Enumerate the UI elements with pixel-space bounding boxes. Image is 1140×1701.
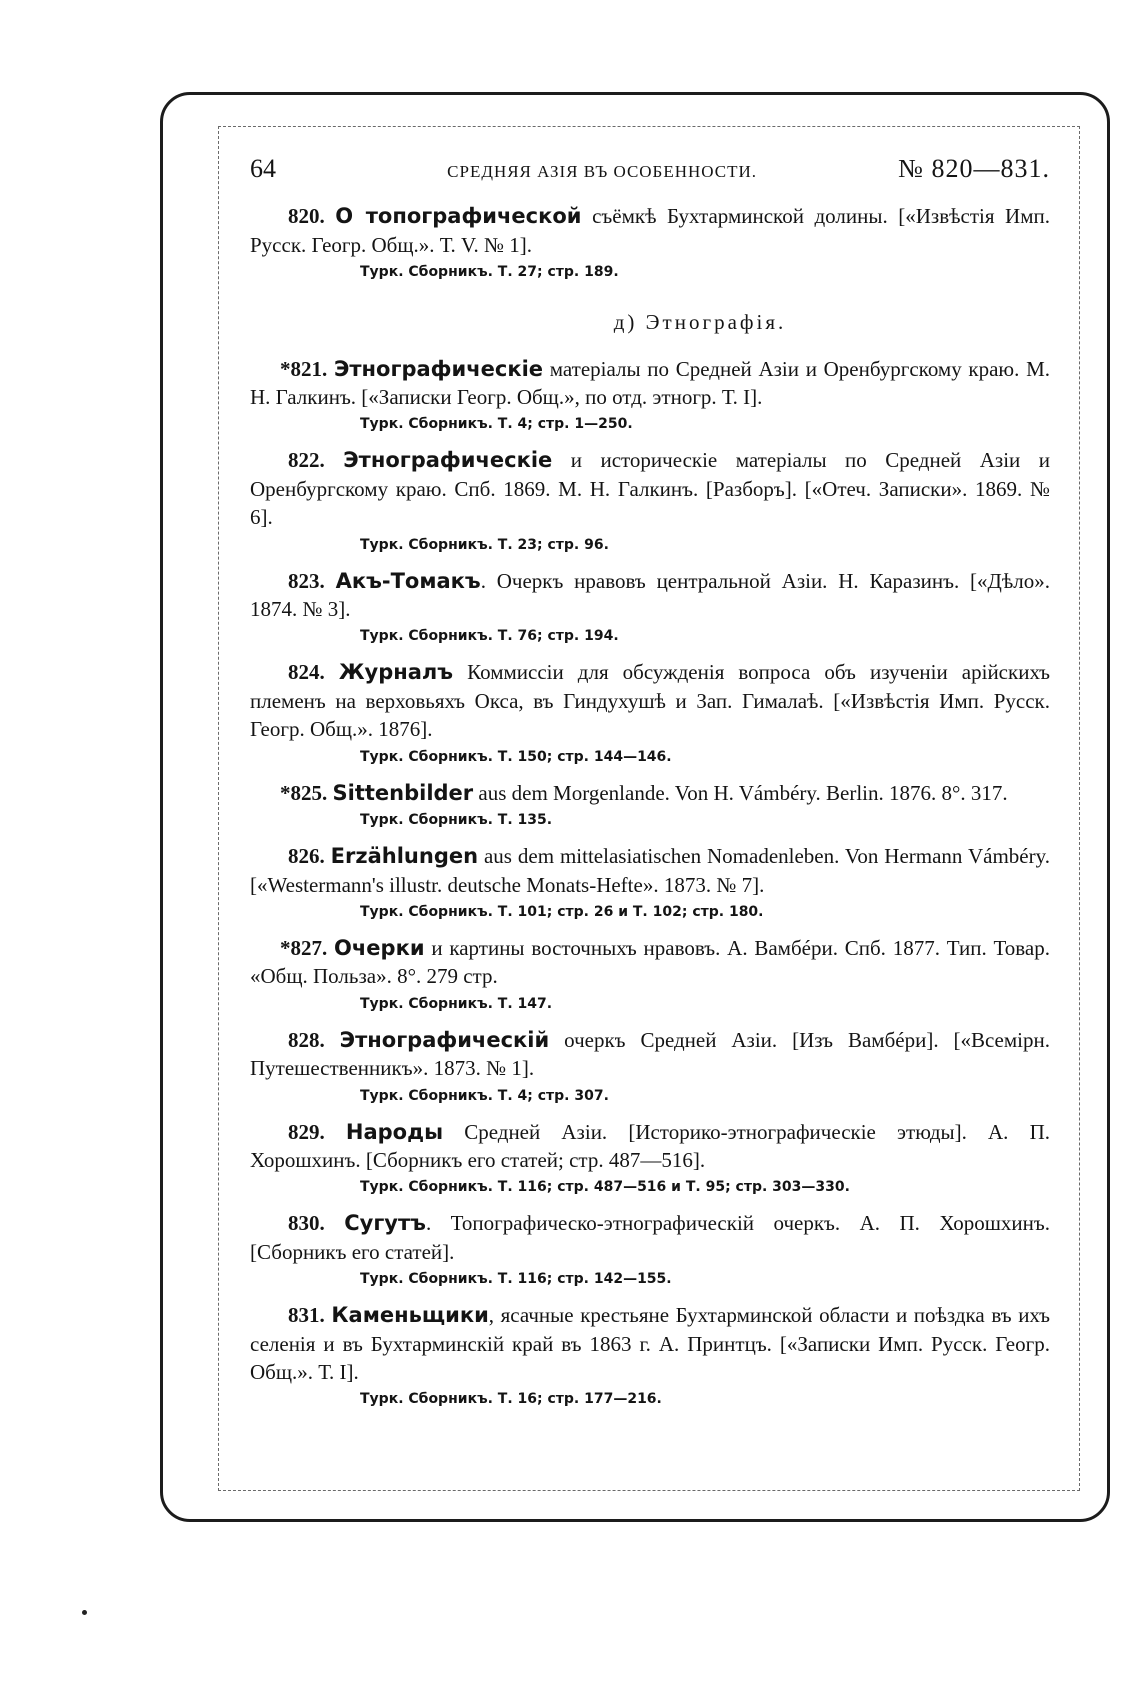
entry-body — [250, 1026, 1050, 1083]
entry-heading: Очерки — [334, 935, 425, 960]
entry-text: aus dem Morgenlande. Von H. Vámbéry. Berlin. 1876. 8°. 317. — [473, 780, 1008, 805]
entry-heading: Этнографическіе — [343, 448, 553, 473]
entry-reference: Турк. Сборникъ. Т. 27; стр. 189. — [360, 264, 619, 281]
entry-range: № 820—831. — [898, 154, 1050, 183]
entry-822 — [250, 446, 1050, 558]
entry-number: *825. — [280, 780, 328, 805]
entry-heading: Этнографическій — [339, 1027, 550, 1052]
page-content — [250, 155, 1050, 1421]
entry-reference: Турк. Сборникъ. Т. 150; стр. 144—146. — [360, 748, 672, 765]
stray-ink-dot — [82, 1610, 87, 1615]
entry-825 — [250, 779, 1050, 834]
entry-body — [250, 1209, 1050, 1266]
entry-body — [250, 658, 1050, 743]
entry-number: *821. — [280, 356, 328, 381]
entry-text: . Очеркъ нравовъ центральной Азіи. Н. Каразинъ. [«Дѣло». 1874. № 3]. — [250, 568, 1050, 622]
entry-826 — [250, 842, 1050, 926]
entry-text: очеркъ Средней Азіи. [Изъ Вамбéри]. [«Всемірн. Путешественникъ». 1873. № 1]. — [250, 1027, 1050, 1081]
entry-number: 822. — [288, 448, 325, 473]
entry-number: 823. — [288, 568, 325, 593]
entry-heading: Каменьщики — [331, 1303, 489, 1328]
entry-823 — [250, 567, 1050, 651]
entry-heading: Журналъ — [338, 660, 454, 685]
page-number: 64 — [250, 154, 276, 183]
entry-reference: Турк. Сборникъ. Т. 23; стр. 96. — [360, 536, 609, 553]
entry-number: 828. — [288, 1027, 325, 1052]
entry-number: 830. — [288, 1211, 325, 1236]
entry-reference: Турк. Сборникъ. Т. 76; стр. 194. — [360, 628, 619, 645]
entry-reference: Турк. Сборникъ. Т. 116; стр. 142—155. — [360, 1271, 672, 1288]
section-title: СРЕДНЯЯ АЗІЯ ВЪ ОСОБЕННОСТИ. — [447, 162, 757, 181]
entry-text: матеріалы по Средней Азіи и Оренбургскому краю. М. Н. Галкинъ. [«Записки Геогр. Общ.», по отд. этногр. Т. I]. — [250, 356, 1051, 410]
entry-829 — [250, 1118, 1050, 1202]
running-head — [250, 155, 1050, 186]
entry-reference: Турк. Сборникъ. Т. 135. — [360, 812, 553, 829]
entry-body — [250, 934, 1050, 991]
entry-body — [250, 779, 1050, 807]
entry-reference: Турк. Сборникъ. Т. 116; стр. 487—516 и Т. 95; стр. 303—330. — [360, 1179, 850, 1196]
entry-number: 826. — [288, 844, 325, 869]
entry-830 — [250, 1209, 1050, 1293]
entry-body — [250, 446, 1050, 531]
entry-reference: Турк. Сборникъ. Т. 16; стр. 177—216. — [360, 1391, 662, 1408]
entry-number: *827. — [280, 935, 328, 960]
entry-heading: Этнографическіе — [333, 356, 544, 381]
entry-text: , ясачные крестьяне Бухтарминской области и поѣздка въ ихъ селенія и въ Бухтарминскій край въ 1863 г. А. Принтцъ. [«Записки Имп. Русск. Геогр. Общ.». Т. I]. — [250, 1303, 1050, 1384]
entry-body — [250, 1301, 1050, 1386]
subsection-heading: д) Этнографія. — [613, 310, 787, 335]
entry-body — [250, 202, 1050, 259]
entry-text: Коммиссіи для обсужденія вопроса объ изученіи арійскихъ племенъ на верховьяхъ Окса, въ Гиндухушѣ и Зап. Гималаѣ. [«Извѣстія Имп. Русск. Геогр. Общ.». 1876]. — [250, 660, 1051, 742]
entry-number: 824. — [288, 660, 325, 685]
entry-heading: О топографической — [335, 204, 582, 229]
entry-831 — [250, 1301, 1050, 1413]
entry-reference: Турк. Сборникъ. Т. 147. — [360, 995, 553, 1012]
entry-824 — [250, 658, 1050, 770]
entry-text: съёмкѣ Бухтарминской долины. [«Извѣстія Имп. Русск. Геогр. Общ.». Т. V. № 1]. — [250, 204, 1050, 257]
entry-heading: Народы — [345, 1119, 444, 1144]
entry-heading: Сугутъ — [344, 1211, 426, 1236]
entry-820 — [250, 202, 1050, 286]
entry-reference: Турк. Сборникъ. Т. 101; стр. 26 и Т. 102; стр. 180. — [360, 903, 764, 920]
entry-text: и картины восточныхъ нравовъ. А. Вамбéри. Спб. 1877. Тип. Товар. «Общ. Польза». 8°. 279 стр. — [250, 935, 1050, 989]
entry-reference: Турк. Сборникъ. Т. 4; стр. 307. — [360, 1087, 609, 1104]
entry-body — [250, 355, 1050, 412]
entry-body — [250, 567, 1050, 624]
entry-body — [250, 1118, 1050, 1175]
entry-827 — [250, 934, 1050, 1018]
entry-heading: Erzählungen — [330, 844, 479, 869]
entry-text: Средней Азіи. [Историко-этнографическіе этюды]. А. П. Хорошхинъ. [Сборникъ его статей; стр. 487—516]. — [250, 1119, 1050, 1172]
entry-text: . Топографическо-этнографическій очеркъ. А. П. Хорошхинъ. [Сборникъ его статей]. — [250, 1211, 1050, 1264]
entry-heading: Акъ-Томакъ — [335, 568, 481, 593]
entry-821 — [250, 355, 1050, 439]
entry-text: и историческіе матеріалы по Средней Азіи и Оренбургскому краю. Спб. 1869. М. Н. Галкинъ. [Разборъ]. [«Отеч. Записки». 1869. № 6]. — [250, 448, 1051, 530]
entry-reference: Турк. Сборникъ. Т. 4; стр. 1—250. — [360, 416, 633, 433]
entry-body — [250, 842, 1050, 899]
entry-heading: Sittenbilder — [332, 780, 474, 805]
entry-text: aus dem mittelasiatischen Nomadenleben. Von Hermann Vámbéry. [«Westermann's illustr. deutsche Monats-Hefte». 1873. № 7]. — [250, 844, 1050, 897]
entry-828 — [250, 1026, 1050, 1110]
entry-number: 820. — [288, 204, 325, 229]
entry-number: 831. — [288, 1303, 325, 1328]
entry-number: 829. — [288, 1119, 325, 1144]
